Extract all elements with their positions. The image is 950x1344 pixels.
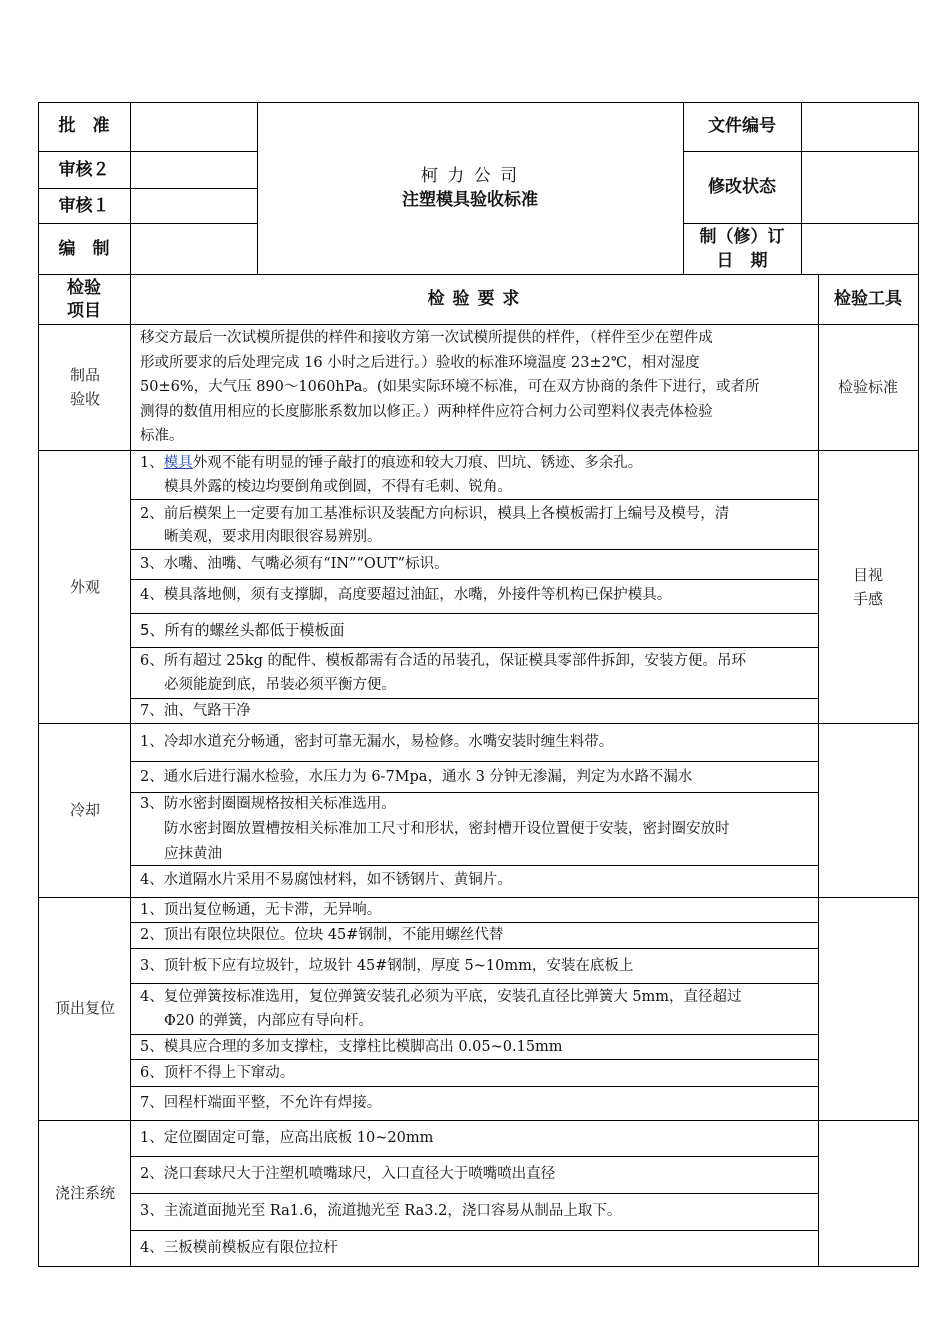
- product-text-line: 标准。: [140, 428, 184, 444]
- gating-item-4: 4、三板模前模板应有限位拉杆: [140, 1240, 338, 1256]
- ejection-item-4-line-2: Φ20 的弹簧，内部应有导向杆。: [164, 1013, 373, 1029]
- appearance-item-6-line-2: 必须能旋到底，吊装必须平衡方便。: [164, 677, 396, 693]
- gating-item-1: 1、定位圈固定可靠，应高出底板 10~20mm: [140, 1130, 434, 1146]
- appearance-item-4: 4、模具落地侧，须有支撑脚，高度要超过油缸，水嘴，外接件等机构已保护模具。: [140, 587, 672, 603]
- cooling-item-4: 4、水道隔水片采用不易腐蚀材料，如不锈钢片、黄铜片。: [140, 872, 512, 888]
- ejection-item-3: 3、顶针板下应有垃圾针，垃圾针 45#钢制，厚度 5~10mm，安装在底板上: [140, 958, 634, 974]
- product-text-line: 形或所要求的后处理完成 16 小时之后进行。）验收的标准环境温度 23±2℃，相对湿度: [140, 355, 700, 371]
- appearance-item-1-line-2: 模具外露的棱边均要倒角或倒圆，不得有毛刺、锐角。: [164, 479, 512, 495]
- column-item-header-2: 项目: [67, 301, 101, 321]
- doc-number-label: 文件编号: [708, 116, 776, 136]
- appearance-item-3: 3、水嘴、油嘴、气嘴必须有“IN”“OUT”标识。: [140, 556, 449, 572]
- tool-product: 检验标准: [837, 378, 898, 396]
- category-cooling: 冷却: [69, 801, 100, 819]
- gating-item-2: 2、浇口套球尺大于注塑机喷嘴球尺，入口直径大于喷嘴喷出直径: [140, 1166, 556, 1182]
- ejection-item-1: 1、顶出复位畅通，无卡滞，无异响。: [140, 902, 382, 918]
- approve-label: 批 准: [58, 116, 110, 136]
- review2-label: 审核２: [58, 160, 110, 180]
- product-text-line: 测得的数值用相应的长度膨胀系数加以修正。）两种样件应符合柯力公司塑料仪表壳体检验: [140, 404, 713, 420]
- tool-appearance-2: 手感: [852, 590, 883, 608]
- tool-appearance-1: 目视: [852, 566, 883, 584]
- gating-item-3: 3、主流道面抛光至 Ra1.6，流道抛光至 Ra3.2，浇口容易从制品上取下。: [140, 1203, 622, 1219]
- column-item-header-1: 检验: [67, 278, 101, 298]
- ejection-item-7: 7、回程杆端面平整，不允许有焊接。: [140, 1095, 382, 1111]
- revision-date-label-2: 日 期: [716, 251, 768, 271]
- document-title: 注塑模具验收标准: [402, 190, 538, 210]
- appearance-item-7: 7、油、气路干净: [140, 703, 251, 719]
- category-product-2: 验收: [69, 390, 100, 408]
- mold-link[interactable]: 模具: [163, 455, 193, 471]
- revision-date-label-1: 制（修）订: [699, 227, 785, 247]
- appearance-item-5: 5、所有的螺丝头都低于模板面: [140, 621, 345, 639]
- ejection-item-5: 5、模具应合理的多加支撑柱，支撑柱比模脚高出 0.05~0.15mm: [140, 1039, 563, 1055]
- category-product-1: 制品: [69, 366, 100, 384]
- ejection-item-6: 6、顶杆不得上下窜动。: [140, 1065, 295, 1081]
- appearance-item-1: [140, 451, 642, 475]
- appearance-item-2-line-2: 晰美观，要求用肉眼很容易辨别。: [164, 529, 382, 545]
- category-ejection: 顶出复位: [54, 999, 115, 1017]
- column-requirements-header: 检 验 要 求: [427, 289, 521, 309]
- revision-status-label: 修改状态: [708, 177, 776, 197]
- cooling-item-1: 1、冷却水道充分畅通，密封可靠无漏水，易检修。水嘴安装时缠生料带。: [140, 734, 614, 750]
- product-text-line: 移交方最后一次试模所提供的样件和接收方第一次试模所提供的样件，（样件至少在塑件成: [140, 330, 713, 346]
- company-name: 柯 力 公 司: [420, 166, 520, 186]
- category-gating: 浇注系统: [54, 1184, 115, 1202]
- item-text: 外观不能有明显的锤子敲打的痕迹和较大刀痕、凹坑、锈迹、多余孔。: [192, 455, 643, 471]
- item-number: 1、: [140, 455, 164, 471]
- cooling-item-3: 3、防水密封圈圈规格按相关标准选用。: [140, 796, 396, 812]
- cooling-item-2: 2、通水后进行漏水检验，水压力为 6-7Mpa，通水 3 分钟无渗漏，判定为水路不漏水: [140, 769, 693, 785]
- column-tools-header: 检验工具: [834, 289, 902, 309]
- cooling-item-3-line-3: 应抹黄油: [164, 846, 222, 862]
- cooling-item-3-line-2: 防水密封圈放置槽按相关标准加工尺寸和形状，密封槽开设位置便于安装，密封圈安放时: [164, 821, 730, 837]
- category-appearance: 外观: [69, 578, 100, 596]
- product-text-line: 50±6%，大气压 890～1060hPa。(如果实际环境不标准，可在双方协商的条件下进行，或者所: [140, 379, 760, 395]
- ejection-item-2: 2、顶出有限位块限位。位块 45#钢制，不能用螺丝代替: [140, 927, 504, 943]
- appearance-item-6: 6、所有超过 25kg 的配件、模板都需有合适的吊装孔，保证模具零部件拆卸，安装方便。吊环: [140, 653, 746, 669]
- appearance-item-2: 2、前后模架上一定要有加工基准标识及装配方向标识，模具上各模板需打上编号及模号，清: [140, 506, 730, 522]
- review1-label: 审核１: [58, 196, 110, 216]
- compile-label: 编 制: [58, 239, 110, 259]
- ejection-item-4: 4、复位弹簧按标准选用，复位弹簧安装孔必须为平底，安装孔直径比弹簧大 5mm，直径超过: [140, 989, 742, 1005]
